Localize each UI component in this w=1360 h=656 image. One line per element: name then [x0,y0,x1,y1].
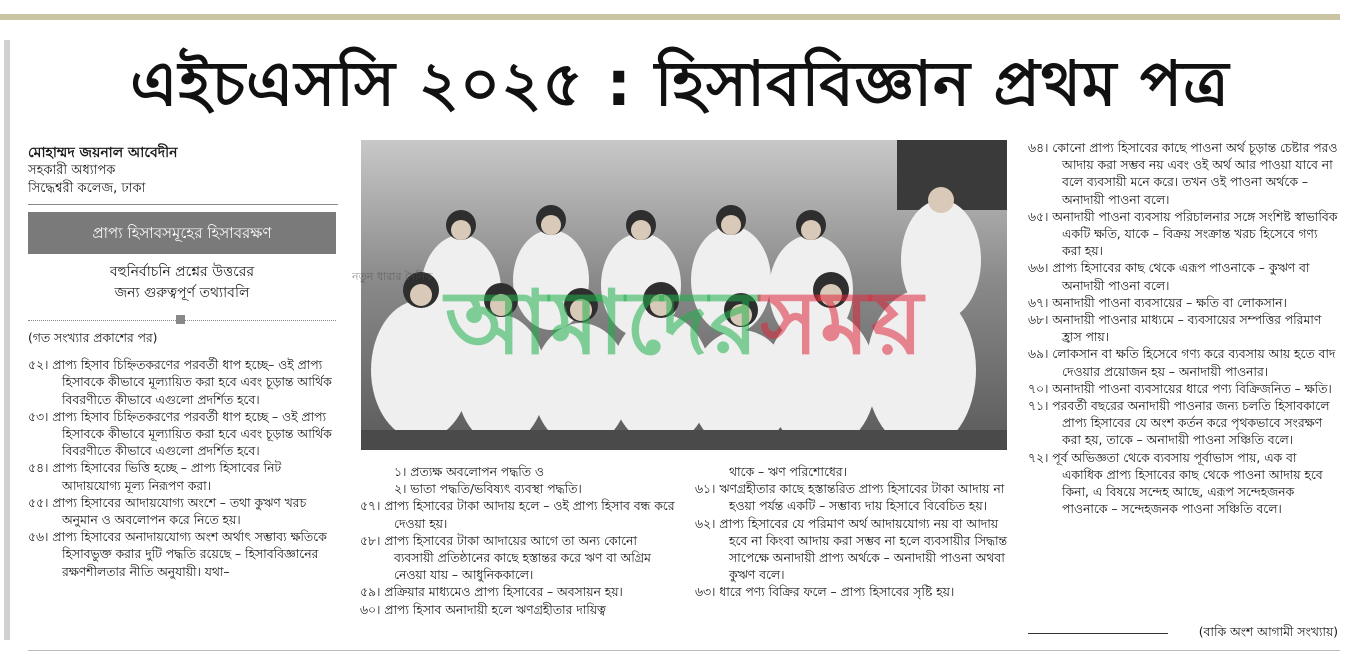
list-item: ৬২। প্রাপ্য হিসাবের যে পরিমাণ অর্থ আদায়যোগ্য নয় বা আদায় হবে না কিংবা আদায় করা সম্ভব না হলে ব্যবসায়ীর সিদ্ধান্ত সাপেক্ষে অনাদায়ী প্রাপ্য অর্থকে – অনাদায়ী পাওনা অথবা কুঋণ বলে। [695,516,1008,583]
bottom-rule [28,650,1340,651]
column-4 [1028,140,1340,518]
author-designation: সহকারী অধ্যাপক [28,163,116,178]
list-item: ৬১। ঋণগ্রহীতার কাছে হস্তান্তরিত প্রাপ্য হিসাবের টাকা আদায় না হওয়া পর্যন্ত একটি – সম্ভাব্য দায় হিসাবে বিবেচিত হয়। [695,482,1005,514]
list-item: ৫৯। প্রক্রিয়ার মাধ্যমেও প্রাপ্য হিসাবের – অবসায়ন হয়। [360,585,623,600]
newspaper-watermark [340,268,1030,378]
column-3 [695,464,1010,602]
column-1 [28,330,340,581]
subtitle-line-1: বহুনির্বাচনি প্রশ্নের উত্তরের [109,264,255,280]
list-item: ৬৬। প্রাপ্য হিসাবের কাছ থেকে এরূপ পাওনাকে – কুঋণ বা অনাদায়ী পাওনা বলে। [1028,261,1310,293]
list-item: ৫৬। প্রাপ্য হিসাবের অনাদায়যোগ্য অংশ অর্থাৎ সম্ভাব্য ক্ষতিকে হিসাবভুক্ত করার দুটি পদ্ধতি রয়েছে – হিসাববিজ্ঞানের রক্ষণশীলতার নীতি অনুযায়ী। যথা– [28,530,327,579]
continued-rule [1028,633,1168,634]
left-margin-rule [4,40,10,640]
list-item: ৬৩। ধারে পণ্য বিক্রির ফলে – প্রাপ্য হিসাবের সৃষ্টি হয়। [695,585,955,600]
list-item: ৫৭। প্রাপ্য হিসাবের টাকা আদায় হলে – ওই প্রাপ্য হিসাব বন্ধ করে দেওয়া হয়। [360,499,675,531]
watermark-tagline: নতুন ধারার দৈনিক [352,270,433,283]
author-institution: সিদ্ধেশ্বরী কলেজ, ঢাকা [28,181,146,196]
intro-text: (গত সংখ্যার প্রকাশের পর) [28,331,158,345]
list-item: ৫২। প্রাপ্য হিসাব চিহ্নিতকরণের পরবর্তী ধাপ হচ্ছে– ওই প্রাপ্য হিসাবকে কীভাবে মূল্যায়িত করা হবে এবং চূড়ান্ত আর্থিক বিবরণীতে কীভাবে এগুলো প্রদর্শিত হবে। [28,358,332,407]
continued-note [1028,624,1340,644]
page-headline: এইচএসসি ২০২৫ : হিসাববিজ্ঞান প্রথম পত্র [130,47,1230,120]
list-item: ৫৫। প্রাপ্য হিসাবের আদায়যোগ্য অংশে – তথা কুঋণ খরচ অনুমান ও অবলোপন করে নিতে হয়। [28,495,307,528]
list-item: ৬৪। কোনো প্রাপ্য হিসাবের কাছে পাওনা অর্থ চূড়ান্ত চেষ্টার পরও আদায় করা সম্ভব নয় এবং ওই অর্থ আর পাওয়া যাবে না বলে ব্যবসায়ী মনে করে। তখন ওই পাওনা অর্থকে – অনাদায়ী পাওনা বলে। [1028,141,1338,207]
list-item: ৫৪। প্রাপ্য হিসাবের ভিত্তি হচ্ছে – প্রাপ্য হিসাবের নিট আদায়যোগ্য মূল্য নিরূপণ করা। [28,461,282,493]
subtitle-line-2: জন্য গুরুত্বপূর্ণ তথ্যাবলি [114,285,250,301]
list-item: ৭২। পূর্ব অভিজ্ঞতা থেকে ব্যবসায় পূর্বাভাস পায়, এক বা একাধিক প্রাপ্য হিসাবের কাছ থেকে পাওনা আদায় হবে কিনা, এ বিষয়ে সন্দেহ আছে, এরূপ সন্দেহজনক পাওনাকে – সন্দেহজনক পাওনা সঞ্চিতি বলে। [1028,450,1323,517]
list-item: ৫৮। প্রাপ্য হিসাবের টাকা আদায়ের আগে তা অন্য কোনো ব্যবসায়ী প্রতিষ্ঠানের কাছে হস্তান্তর করে ঋণ বা অগ্রিম নেওয়া যায় – আধুনিককালে। [360,533,651,583]
list-item: ৫৩। প্রাপ্য হিসাব চিহ্নিতকরণের পরবর্তী ধাপ হচ্ছে – ওই প্রাপ্য হিসাবকে কীভাবে মূল্যায়িত করা হবে এবং চূড়ান্ত আর্থিক বিবরণীতে কীভাবে এগুলো প্রদর্শিত হবে। [28,409,332,459]
byline-divider [28,204,338,205]
list-item: ৬৯। লোকসান বা ক্ষতি হিসেবে গণ্য করে ব্যবসায় আয় হতে বাদ দেওয়ার প্রয়োজন হয় – অনাদায়ী পাওনার। [1028,347,1336,379]
list-item: ৬৫। অনাদায়ী পাওনা ব্যবসায় পরিচালনার সঙ্গে সংশিষ্ট স্বাভাবিক একটি ক্ষতি, যাকে – বিক্রয় সংক্রান্ত খরচ হিসেবে গণ্য করা হয়। [1028,209,1338,259]
author-name: মোহাম্মদ জয়নাল আবেদীন [28,145,178,161]
list-item: ৬০। প্রাপ্য হিসাব অনাদায়ী হলে ঋণগ্রহীতার দায়িত্ব [360,602,606,617]
list-continuation: থাকে – ঋণ পরিশোধের। [729,465,847,479]
divider-square [176,315,185,324]
continued-text: (বাকি অংশ আগামী সংখ্যায়) [1198,625,1338,639]
section-subtitle [28,262,336,304]
list-item: ৭০। অনাদায়ী পাওনা ব্যবসায়ের ধারে পণ্য বিক্রিজনিত – ক্ষতি। [1028,381,1332,396]
list-subitem: ১। প্রত্যক্ষ অবলোপন পদ্ধতি ও [394,465,544,479]
byline [28,144,338,205]
list-item: ৬৭। অনাদায়ী পাওনা ব্যবসায়ের – ক্ষতি বা লোকসান। [1028,295,1287,310]
top-rule [0,14,1340,20]
column-2 [360,464,675,619]
list-item: ৭১। পরবর্তী বছরের অনাদায়ী পাওনার জন্য চলতি হিসাবকালে প্রাপ্য হিসাবের যে অংশ কর্তন করে পৃথকভাবে সংরক্ষণ করা হয়, তাকে – অনাদায়ী পাওনা সঞ্চিতি বলে। [1028,399,1330,448]
watermark-red-text: সময় [760,271,925,374]
watermark-green-text: আমাদের [445,271,761,374]
section-title: প্রাপ্য হিসাবসমূহের হিসাবরক্ষণ [28,212,336,254]
list-subitem: ২। ভাতা পদ্ধতি/ভবিষ্যৎ ব্যবস্থা পদ্ধতি। [394,482,582,497]
list-item: ৬৮। অনাদায়ী পাওনার মাধ্যমে – ব্যবসায়ের সম্পত্তির পরিমাণ হ্রাস পায়। [1028,313,1322,345]
